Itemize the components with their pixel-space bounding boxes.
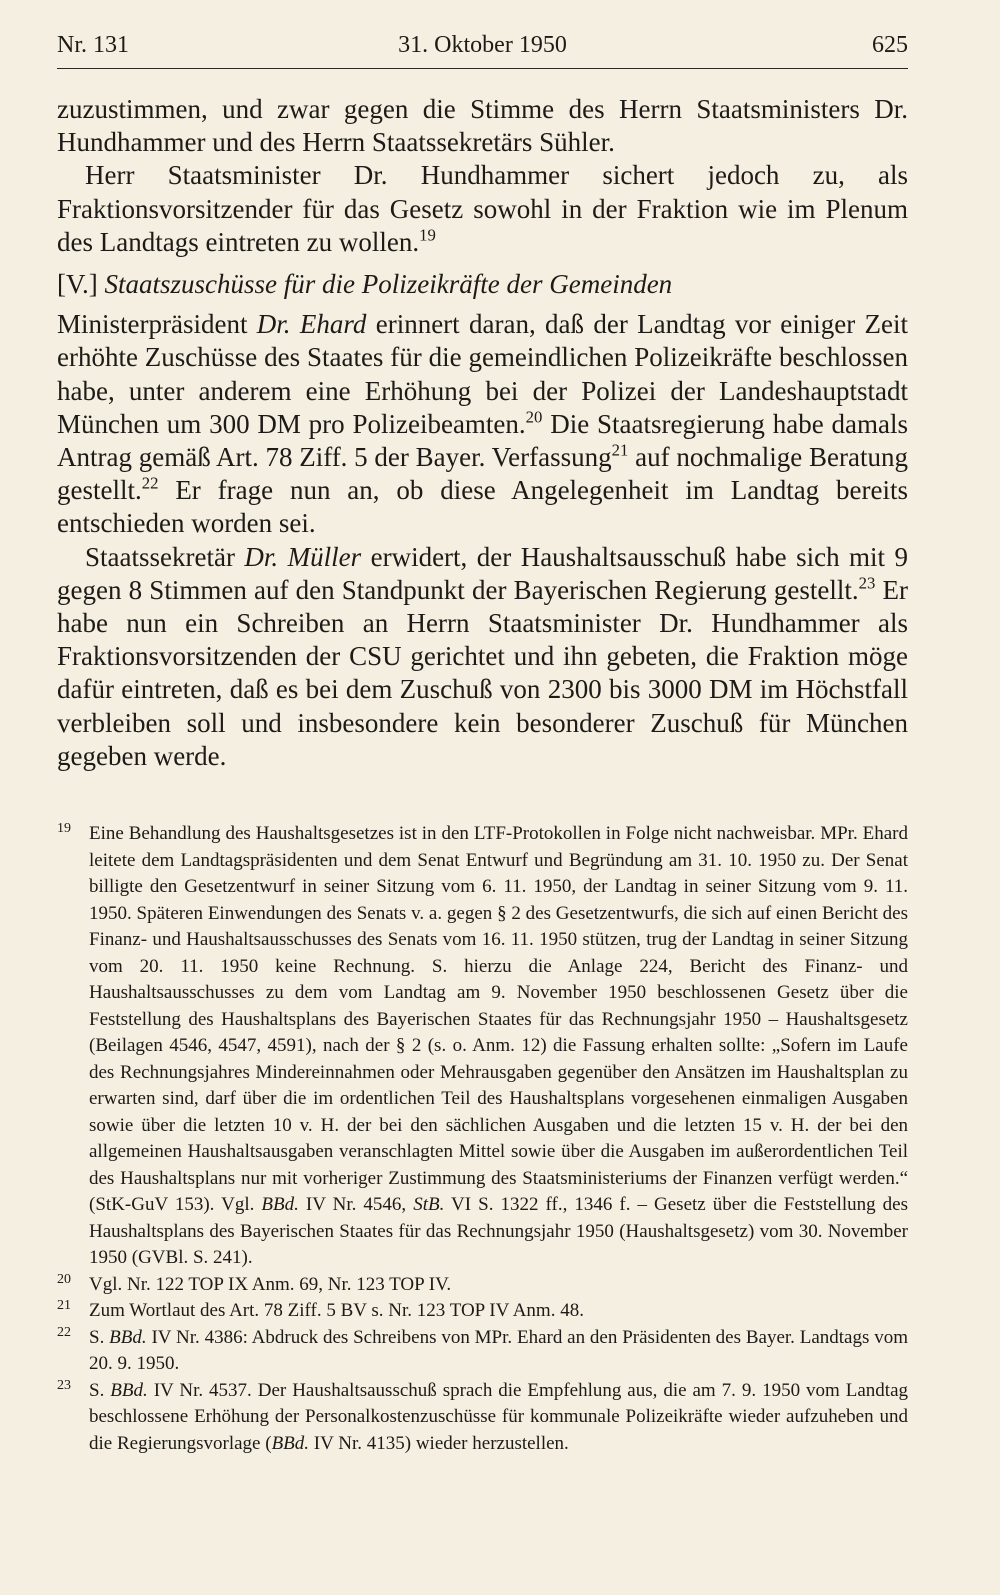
speaker-name: Dr. Ehard [256, 309, 367, 340]
footnote-22 [57, 1325, 908, 1378]
running-header [57, 28, 908, 69]
footnote-23 [57, 1378, 908, 1458]
paragraph-2 [57, 159, 908, 259]
footnote-ref: 19 [419, 225, 436, 245]
footnotes [57, 821, 908, 1457]
footnote-text: VI S. 1322 ff., 1346 f. – Gesetz über die Feststellung des Haushaltsplans des Bayerischen Staates für das Rechnungsjahr 1950 (Haushaltsgesetz) vom 30. November 1950 (GVBl. S. 241). [89, 1194, 908, 1268]
footnote-italic: BBd. [109, 1326, 147, 1348]
footnote-ref: 21 [611, 440, 629, 460]
footnote-21 [57, 1298, 908, 1325]
paragraph-4-text: Staatssekretär [85, 541, 245, 572]
footnote-number: 19 [57, 821, 71, 836]
paragraph-1 [57, 93, 908, 159]
footnote-text: Zum Wortlaut des Art. 78 Ziff. 5 BV s. Nr. 123 TOP IV Anm. 48. [89, 1300, 584, 1321]
footnote-number: 20 [57, 1271, 71, 1287]
footnote-text: IV Nr. 4386: Abdruck des Schreibens von MPr. Ehard an den Präsidenten des Bayer. Landtags vom 20. 9. 1950. [89, 1326, 908, 1374]
paragraph-3-text: auf nochmalige Beratung gestellt. [57, 442, 909, 506]
footnote-text: IV Nr. 4546, [298, 1194, 414, 1215]
footnote-number: 22 [57, 1324, 71, 1340]
footnote-italic: BBd. [271, 1432, 310, 1454]
footnote-number: 23 [57, 1377, 71, 1393]
footnote-ref: 22 [141, 473, 159, 493]
section-heading [57, 268, 908, 301]
footnote-text: S. [89, 1326, 110, 1348]
footnote-text: IV Nr. 4537. Der Haushaltsausschuß sprach die Empfehlung aus, die am 7. 9. 1950 vom Landtag beschlossene Erhöhung der Personalkostenzuschüsse für kommunale Polizeikräfte wieder aufzuheben und die Regierungsvorlage ( [89, 1379, 908, 1454]
issue-number: Nr. 131 [57, 32, 129, 58]
paragraph-3 [57, 308, 908, 540]
footnote-text: IV Nr. 4135) wieder herzustellen. [309, 1432, 569, 1454]
paragraph-4 [57, 541, 908, 773]
paragraph-1-text: zuzustimmen, und zwar gegen die Stimme des Herrn Staatsministers Dr. Hundhammer und des Herrn Staatssekretärs Sühler. [57, 94, 908, 158]
footnote-text: S. [89, 1379, 111, 1401]
footnote-text: Eine Behandlung des Haushaltsgesetzes ist in den LTF-Protokollen in Folge nicht nachweisbar. MPr. Ehard leitete dem Landtagspräsidenten und dem Senat Entwurf und Begründung am 31. 10. 1950 zu. Der Senat billigte den Gesetzentwurf in seiner Sitzung vom 6. 11. 1950, der Landtag in seiner Sitzung vom 9. 11. 1950. Späteren Einwendungen des Senats v. a. gegen § 2 des Gesetzentwurfs, die sich auf einen Bericht des Finanz- und Haushaltsausschusses des Senats vom 16. 11. 1950 stützen, trug der Landtag in seiner Sitzung vom 20. 11. 1950 keine Rechnung. S. hierzu die Anlage 224, Bericht des Finanz- und Haushaltsausschusses zu dem vom Landtag am 9. November 1950 beschlossenen Gesetz über die Feststellung des Haushaltsplans des Bayerischen Staates für das Rechnungsjahr 1950 – Haushaltsgesetz (Beilagen 4546, 4547, 4591), nach der § 2 (s. o. Anm. 12) die Fassung erhalten sollte: „Sofern im Laufe des Rechnungsjahres Mindereinnahmen oder Mehrausgaben gegenüber den Ansätzen im Haushaltsplan zu erwarten sind, darf über die im ordentlichen Teil des Haushaltsplans vorgesehenen einmaligen Ausgaben sowie über die letzten 10 v. H. der bei den sächlichen Ausgaben und die letzten 15 v. H. der bei den allgemeinen Haushaltsausgaben veranschlagten Mittel sowie über die Ausgaben im außerordentlichen Teil des Haushaltsplans nur mit vorheriger Zustimmung des Staatsministeriums der Finanzen verfügt werden.“ (StK-GuV 153). Vgl. [89, 823, 908, 1215]
main-text [57, 93, 908, 773]
footnote-italic: BBd. [110, 1379, 148, 1401]
paragraph-3-text: Ministerpräsident [57, 309, 257, 340]
paragraph-4-text: erwidert, der Haushaltsausschuß habe sich mit 9 gegen 8 Stimmen auf den Standpunkt der Bayerischen Regierung gestellt. [57, 541, 909, 605]
page-number: 625 [872, 32, 908, 58]
footnote-italic: StB. [413, 1194, 445, 1215]
paragraph-3-text: Die Staatsregierung habe damals Antrag gemäß Art. 78 Ziff. 5 der Bayer. Verfassung [57, 408, 908, 473]
footnote-number: 21 [57, 1298, 71, 1313]
speaker-name: Dr. Müller [244, 541, 362, 572]
footnote-20 [57, 1272, 908, 1299]
paragraph-3-text: Er frage nun an, ob diese Angelegenheit im Landtag bereits entschieden worden sei. [57, 475, 908, 539]
paragraph-4-text: Er habe nun ein Schreiben an Herrn Staatsminister Dr. Hundhammer als Fraktionsvorsitzenden der CSU gerichtet und ihn gebeten, die Fraktion möge dafür eintreten, daß es bei dem Zuschuß von 2300 bis 3000 DM im Höchstfall verbleiben soll und insbesondere kein besonderer Zuschuß für München gegeben werde. [57, 574, 908, 771]
paragraph-2-text: Herr Staatsminister Dr. Hundhammer sichert jedoch zu, als Fraktionsvorsitzender für das Gesetz sowohl in der Fraktion wie im Plenum des Landtags eintreten zu wollen. [57, 160, 908, 257]
footnote-19 [57, 821, 908, 1272]
section-title: Staatszuschüsse für die Polizeikräfte der Gemeinden [104, 269, 673, 300]
footnote-text: Vgl. Nr. 122 TOP IX Anm. 69, Nr. 123 TOP IV. [89, 1273, 452, 1295]
header-date: 31. Oktober 1950 [398, 32, 567, 58]
paragraph-3-text: erinnert daran, daß der Landtag vor einiger Zeit erhöhte Zuschüsse des Staates für die gemeindlichen Polizeikräfte beschlossen habe, unter anderem eine Erhöhung bei der Polizei der Landeshauptstadt München um 300 DM pro Polizeibeamten. [57, 309, 909, 439]
footnote-ref: 23 [858, 573, 876, 593]
footnote-ref: 20 [525, 407, 543, 427]
footnote-italic: BBd. [261, 1194, 299, 1215]
section-number: [V.] [57, 269, 98, 300]
